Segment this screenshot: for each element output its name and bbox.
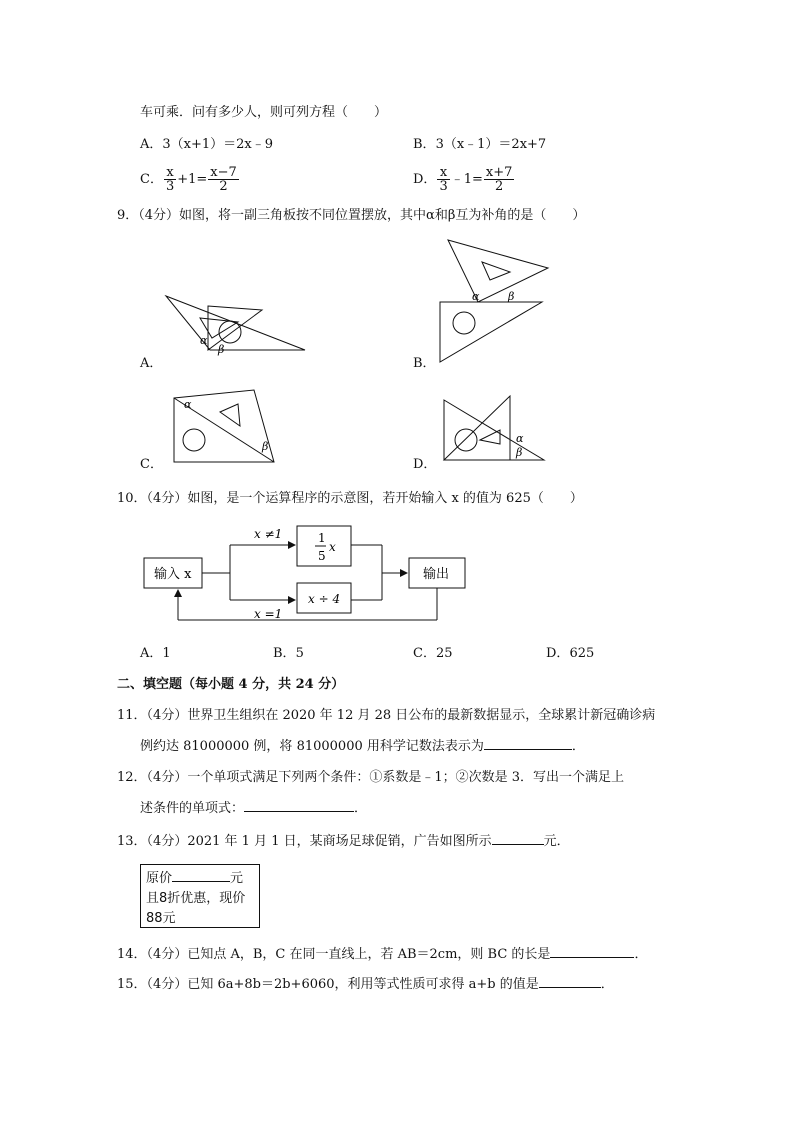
option-text: 3（x+1）＝2x﹣9 [162,137,274,152]
triangle-bottom [440,302,542,362]
option-label: C． [140,172,163,187]
triangle-set-square [208,306,262,350]
q14-text: 14．（4分）已知点 A，B，C 在同一直线上，若 AB＝2cm，则 BC 的长是 [117,947,551,962]
q14-end: ． [634,947,648,962]
frac-denominator: 5 [318,549,326,563]
q9-label-d[interactable]: D． [413,457,437,472]
ad-line-3: 88元 [146,911,176,926]
option-label: A． [140,646,163,661]
option-label: D． [546,646,570,661]
q11-line1: 11．（4分）世界卫生组织在 2020 年 12 月 28 日公布的最新数据显示，全球累计新冠确诊病 [117,708,656,723]
option-text: 5 [295,646,304,661]
ad-original-price-label: 原价 [146,871,173,886]
answer-blank[interactable] [492,832,544,845]
beta-label: β [262,440,269,453]
q13-end: 元． [543,834,570,849]
answer-blank[interactable] [539,975,601,988]
option-label: A． [140,137,163,152]
q15-end: ． [600,977,614,992]
q10-option-b[interactable] [273,645,304,663]
cond-top-label: x ≠1 [254,527,283,541]
q10-option-c[interactable] [413,645,453,663]
q8-option-b[interactable] [413,136,546,154]
alpha-label: α [516,432,524,445]
ad-line-1 [146,867,259,889]
circle-hole [183,429,205,451]
fraction: $\frac{x+7}{2}$ [485,165,513,194]
ad-line-2: 且8折优惠，现价 [146,891,246,906]
beta-label: β [218,343,225,356]
q12-text: 述条件的单项式： [140,801,245,816]
option-text: 625 [569,646,595,661]
q10-flowchart [140,520,470,630]
q9-stem: 9．（4分）如图，将一副三角板按不同位置摆放，其中α和β互为补角的是（ ） [117,208,586,223]
op-bottom-label: x ÷ 4 [308,592,341,606]
triangle-45 [444,400,544,460]
q15-line [117,975,614,994]
q8-option-c[interactable] [140,166,240,194]
ad-box [140,864,260,928]
q9-figure-d [440,390,550,465]
input-box-label: 输入 x [154,567,192,582]
q12-end: ． [354,801,368,816]
q9-label-c[interactable]: C． [140,457,163,472]
option-text: 3（x﹣1）＝2x+7 [435,137,547,152]
q13-text: 13．（4分）2021 年 1 月 1 日，某商场足球促销，广告如图所示 [117,834,492,849]
q8-option-d[interactable] [413,166,515,194]
circle-hole [453,312,475,334]
frac-numerator: 1 [318,531,326,545]
option-label: D． [413,172,437,187]
q13-line1 [117,832,570,851]
option-label: C． [413,646,436,661]
triangle-top-inner [482,262,510,280]
q12-line1: 12．（4分）一个单项式满足下列两个条件：①系数是﹣1；②次数是 3．写出一个满足上 [117,770,624,785]
q11-line2 [140,737,585,756]
q9-label-a[interactable]: A． [140,356,163,371]
beta-label: β [516,446,523,459]
alpha-label: α [200,334,208,347]
circle-hole [455,429,477,451]
cond-bottom-label: x =1 [254,607,283,621]
option-label: B． [273,646,296,661]
fraction: $\frac{x}{3}$ [439,165,448,194]
option-text: 1 [162,646,171,661]
option-text: 25 [435,646,453,661]
q9-figure-c [170,388,280,468]
answer-blank[interactable] [484,737,572,750]
q11-text: 例约达 81000000 例，将 81000000 用科学记数法表示为 [140,739,484,754]
q9-figure-a [160,288,320,368]
equation-mid: +1= [177,172,208,187]
alpha-label: α [184,398,192,411]
ad-unit: 元 [230,871,244,886]
option-label: B． [413,137,436,152]
section-heading: 二、填空题（每小题 4 分，共 24 分） [117,677,345,692]
triangle-inner [220,404,240,426]
fraction: $\frac{x-7}{2}$ [210,165,237,194]
q9-figure-b [438,240,558,370]
answer-blank[interactable] [550,945,634,958]
q10-option-d[interactable] [546,645,594,663]
q11-end: ． [571,739,585,754]
ad-price-blank [172,867,230,882]
q8-stem-tail: 车可乘．问有多少人，则可列方程（ ） [140,105,388,120]
q15-text: 15．（4分）已知 6a+8b＝2b+6060，利用等式性质可求得 a+b 的值是 [117,977,539,992]
q10-stem: 10．（4分）如图，是一个运算程序的示意图，若开始输入 x 的值为 625（ ） [117,491,583,506]
frac-variable: x [329,540,336,554]
output-box-label: 输出 [423,567,450,582]
triangle-top [448,240,548,302]
equation-mid: ﹣1= [450,172,483,187]
q12-line2 [140,799,367,818]
q8-option-a[interactable] [140,136,273,154]
q9-label-b[interactable]: B． [413,356,436,371]
q10-option-a[interactable] [140,645,171,663]
alpha-label: α [472,290,480,303]
fraction: $\frac{x}{3}$ [165,165,175,194]
answer-blank[interactable] [244,799,354,812]
q14-line [117,945,647,964]
beta-label: β [508,290,515,303]
